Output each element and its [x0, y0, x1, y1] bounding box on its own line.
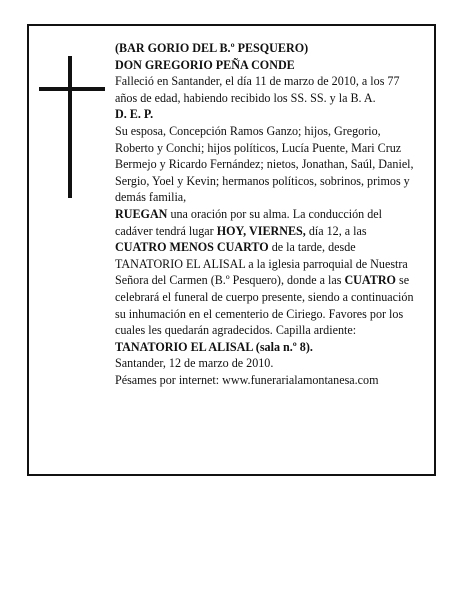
- family-paragraph: Su esposa, Concepción Ramos Ganzo; hijos, Gregorio, Roberto y Conchi; hijos políticos, Lucía Puente, Mari Cruz Bermejo y Ricardo Fernández; nietos, Jonathan, Saúl, Daniel, Sergio, Yoel y Kevin; hermanos políticos, sobrinos, primos y demás familia,: [115, 123, 414, 205]
- funeral-text-1: una oración por su alma. La conducción del cadáver tendrá lugar: [115, 206, 383, 238]
- cross-vertical-bar: [68, 56, 72, 198]
- funeral-text-3: de la tarde, desde TANATORIO EL ALISAL a la iglesia parroquial de Nuestra Señora del Carmen (B.º Pesquero), donde a las: [115, 240, 408, 288]
- ruegan-text: RUEGAN: [115, 206, 168, 221]
- notice-text: [115, 40, 421, 388]
- chapel-location: TANATORIO EL ALISAL (sala n.º 8).: [115, 339, 313, 354]
- funeral-text-4: se celebrará el funeral de cuerpo presente, siendo a continuación su inhumación en el cementerio de Ciriego. Favores por los cuales les quedarán agradecidos. Capilla ardiente:: [115, 273, 414, 338]
- cross-icon: [39, 56, 105, 198]
- dep-line: D. E. P.: [115, 107, 154, 122]
- death-details: Falleció en Santander, el día 11 de marzo de 2010, a los 77 años de edad, habiendo recibido los SS. SS. y la B. A.: [115, 74, 400, 105]
- condolences-web-line: Pésames por internet: www.funerarialamontanesa.com: [115, 372, 379, 387]
- funeral-time: CUATRO MENOS CUARTO: [115, 240, 269, 255]
- funeral-day: HOY, VIERNES,: [216, 223, 306, 238]
- funeral-paragraph: [115, 206, 421, 355]
- service-time: CUATRO: [344, 273, 396, 288]
- cross-horizontal-bar: [39, 87, 105, 91]
- date-line: Santander, 12 de marzo de 2010.: [115, 356, 274, 371]
- business-header: (BAR GORIO DEL B.º PESQUERO): [115, 41, 309, 55]
- obituary-notice: [27, 24, 436, 476]
- funeral-text-2: día 12, a las: [305, 223, 367, 238]
- deceased-name: DON GREGORIO PEÑA CONDE: [115, 57, 295, 72]
